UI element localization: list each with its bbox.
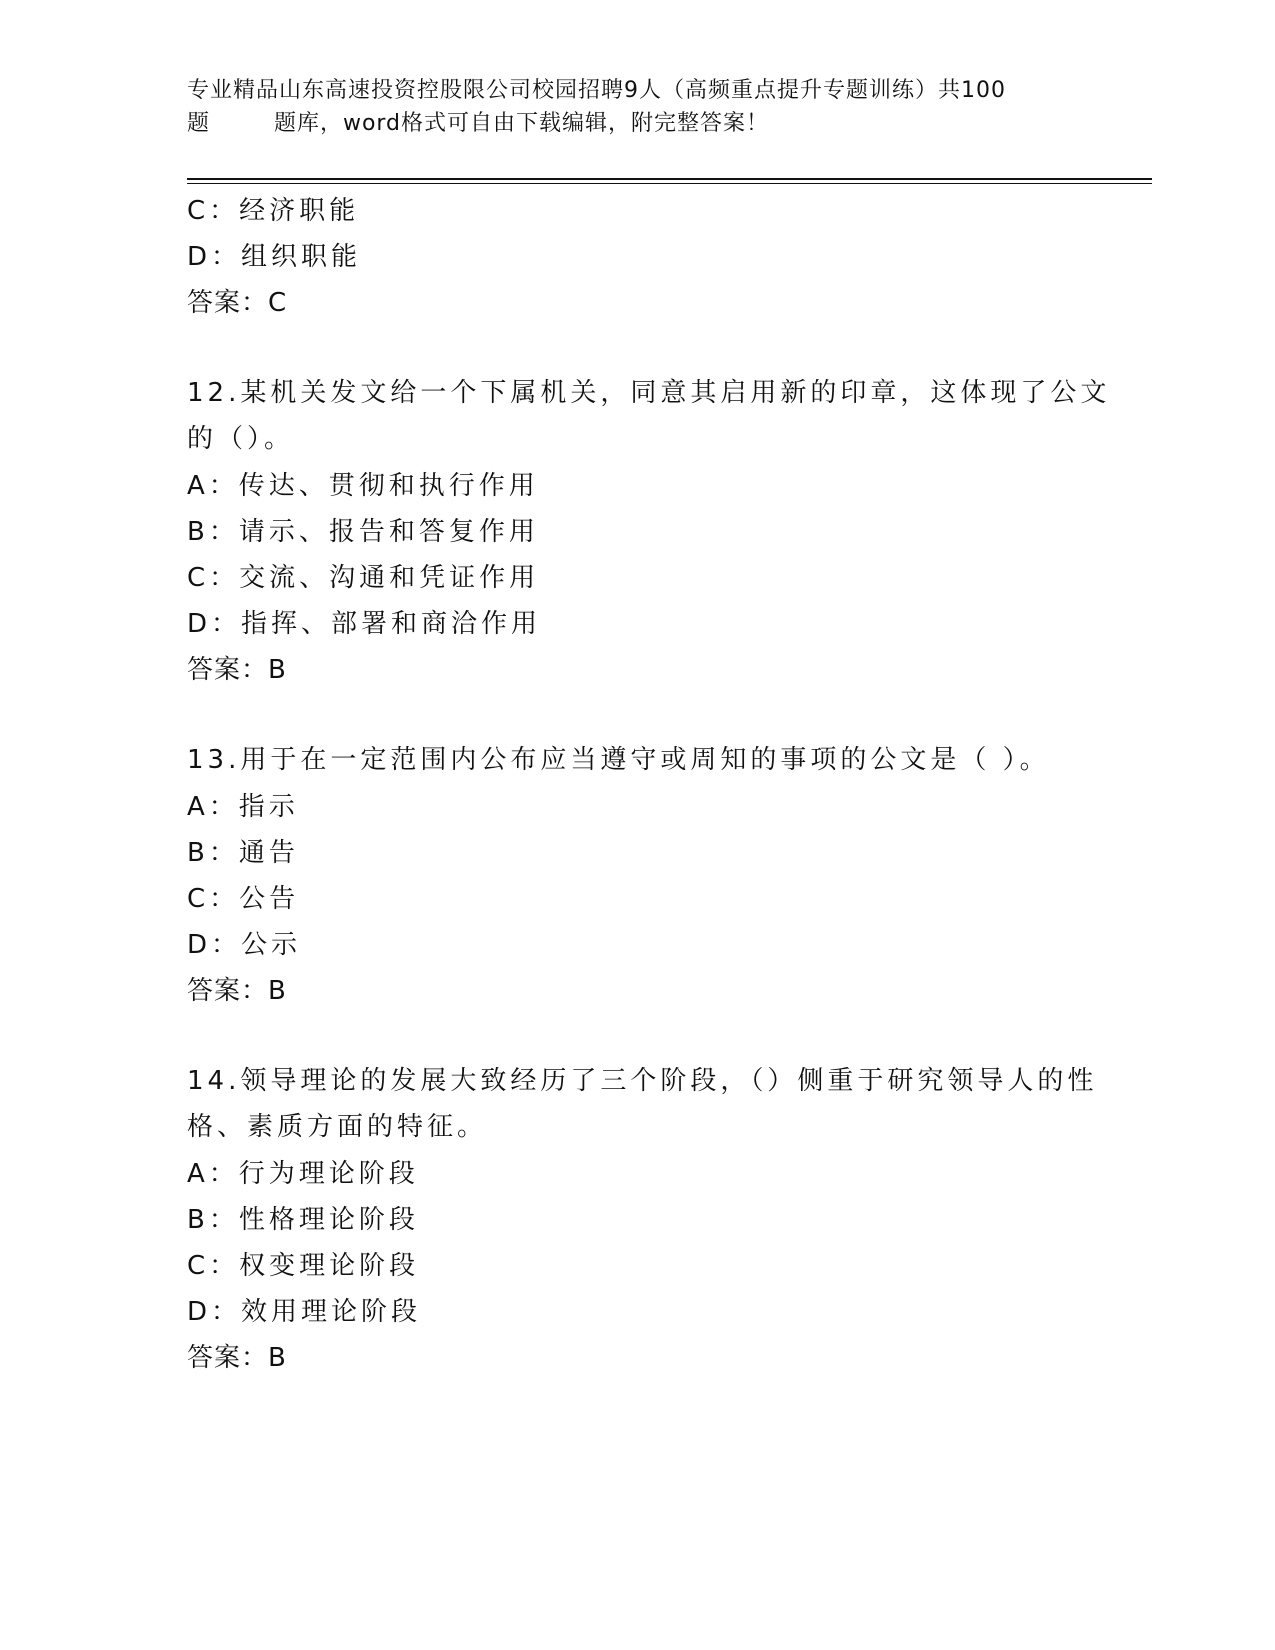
option-d: D：组织职能	[187, 242, 362, 272]
answer-label: 答案：C	[187, 288, 288, 318]
answer-label: 答案：B	[187, 1343, 287, 1373]
document-header	[187, 74, 1137, 140]
header-title-line1: 专业精品山东高速投资控股限公司校园招聘9人（高频重点提升专题训练）共100	[187, 78, 1006, 103]
option-a: A：行为理论阶段	[187, 1159, 419, 1189]
header-divider-thin	[187, 183, 1152, 184]
header-divider	[187, 178, 1152, 180]
option-c: C：交流、沟通和凭证作用	[187, 563, 540, 593]
option-c: C：权变理论阶段	[187, 1251, 420, 1281]
option-b: B：通告	[187, 838, 299, 868]
option-c: C：公告	[187, 884, 300, 914]
question-13-text: 13.用于在一定范围内公布应当遵守或周知的事项的公文是（ ）。	[187, 745, 1050, 775]
option-d: D：效用理论阶段	[187, 1297, 422, 1327]
header-title-line2: 题 题库，word格式可自由下载编辑，附完整答案！	[187, 111, 770, 136]
question-12-text: 12.某机关发文给一个下属机关，同意其启用新的印章，这体现了公文	[187, 378, 1111, 408]
question-content	[187, 188, 1111, 1381]
option-b: B：请示、报告和答复作用	[187, 517, 539, 547]
question-12-text-cont: 的（）。	[187, 424, 295, 454]
option-a: A：传达、贯彻和执行作用	[187, 471, 539, 501]
option-d: D：公示	[187, 930, 302, 960]
answer-label: 答案：B	[187, 976, 287, 1006]
question-14-text-cont: 格、素质方面的特征。	[187, 1112, 488, 1142]
option-a: A：指示	[187, 792, 299, 822]
question-14-text: 14.领导理论的发展大致经历了三个阶段，（）侧重于研究领导人的性	[187, 1066, 1098, 1096]
option-b: B：性格理论阶段	[187, 1205, 419, 1235]
answer-label: 答案：B	[187, 655, 287, 685]
option-d: D：指挥、部署和商洽作用	[187, 609, 542, 639]
option-c: C：经济职能	[187, 196, 360, 226]
